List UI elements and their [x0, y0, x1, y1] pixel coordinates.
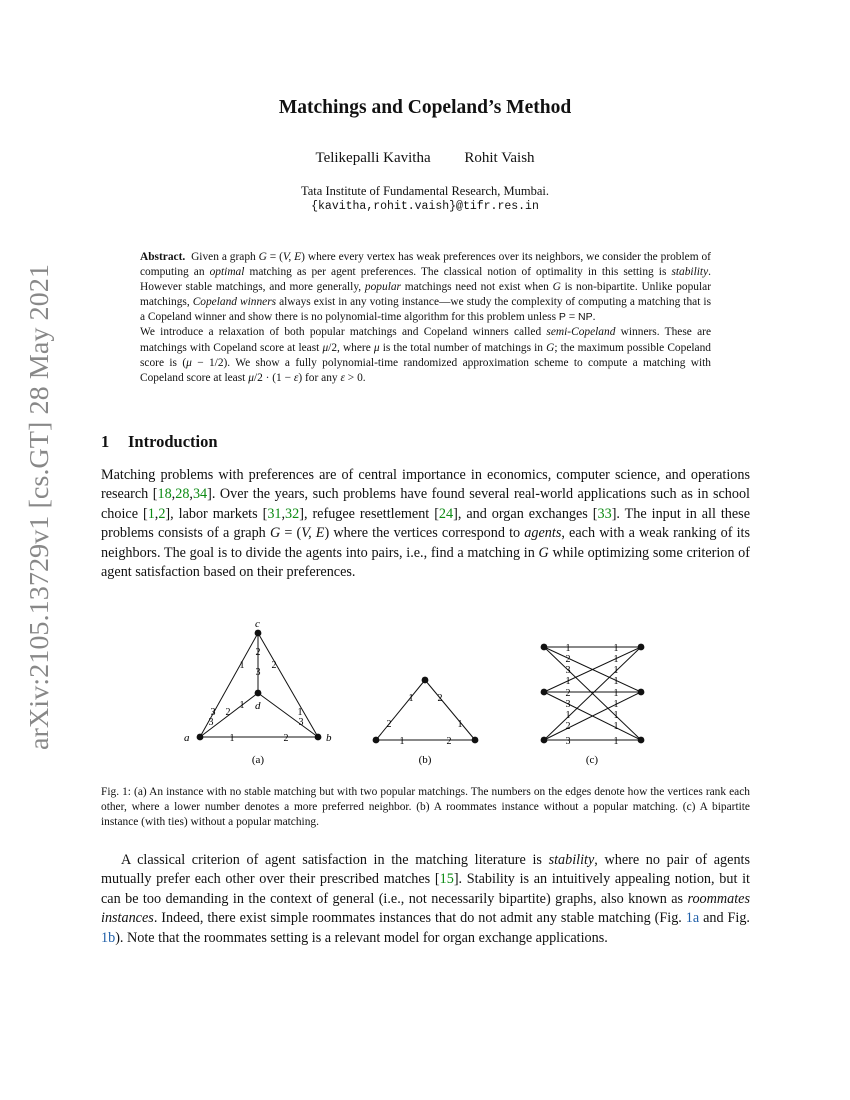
- paper-title: Matchings and Copeland’s Method: [278, 97, 572, 118]
- edge-rank: 3: [565, 665, 571, 676]
- edge-rank: 1: [613, 710, 619, 721]
- citation-link[interactable]: 32: [285, 505, 300, 522]
- edge-rank: 1: [239, 660, 245, 671]
- arxiv-id: arXiv:2105.13729v1 [cs.GT] 28 May 2021: [24, 285, 54, 750]
- intro-paragraph: Matching problems with preferences are of central importance in economics, computer science, and operations research [18,28,34]. Over the years, such problems have found several real-world applications such as in school choice [1,2], labor markets [31,32], refugee resettlement [24], and organ exchanges [33]. The input in all these problems consists of a graph G = (V, E) where the vertices correspond to agents, each with a weak ranking of its neighbors. The goal is to divide the agents into pairs, i.e., find a matching in G while optimizing some criterion of agent satisfaction based on their preferences.: [101, 467, 750, 581]
- subfigure-label-a: (a): [251, 754, 265, 766]
- section-title: Introduction: [128, 432, 218, 451]
- author-1: Telikepalli Kavitha: [315, 150, 431, 166]
- section-heading: [101, 432, 218, 452]
- edge-rank: 3: [210, 707, 216, 718]
- section-number: 1: [101, 432, 110, 451]
- figure-ref-link[interactable]: 1a: [685, 910, 700, 927]
- citation-link[interactable]: 15: [439, 871, 454, 888]
- edge-rank: 2: [565, 688, 571, 699]
- citation-link[interactable]: 31: [267, 505, 282, 522]
- citation-link[interactable]: 18: [157, 486, 172, 503]
- caption-text: (a) An instance with no stable matching but with two popular matchings. The numbers on the edges denote how the vertices rank each other, where a lower number denotes a more preferred neighbor. (b) A roommates instance without a popular matching. (c) A bipartite instance (with ties) without a popular matching.: [101, 786, 750, 829]
- abstract-paragraph-2: We introduce a relaxation of both popular matchings and Copeland winners called semi-Copeland winners. These are matchings with Copeland score at least μ/2, where μ is the total number of matchings in G; the maximum possible Copeland score is (μ − 1/2). We show a fully polynomial-time randomized approximation scheme to compute a matching with Copeland score at least μ/2 · (1 − ε) for any ε > 0.: [140, 326, 711, 384]
- edge-rank: 2: [565, 721, 571, 732]
- figure-1b-graph: [376, 680, 475, 740]
- citation-link[interactable]: 2: [158, 505, 166, 522]
- edge-rank: 2: [283, 733, 289, 744]
- edge-rank: 1: [613, 699, 619, 710]
- edge-rank: 3: [298, 717, 304, 728]
- edge-rank: 1: [297, 707, 303, 718]
- edge-rank: 1: [613, 654, 619, 665]
- edge-rank: 1: [457, 719, 463, 730]
- author-email: {kavitha,rohit.vaish}@tifr.res.in: [311, 200, 539, 213]
- figure-caption: [101, 785, 750, 831]
- arxiv-stamp: [10, 262, 58, 752]
- body-paragraph-2: A classical criterion of agent satisfaction in the matching literature is stability, where no pair of agents mutually prefer each other over their prescribed matches [15]. Stability is an intuitively appealing notion, but it can be too demanding in the context of general (i.e., not necessarily bipartite) graphs, also known as roommates instances. Indeed, there exist simple roommates instances that do not admit any stable matching (Fig. 1a and Fig. 1b). Note that the roommates setting is a relevant model for organ exchange applications.: [101, 852, 750, 946]
- citation-link[interactable]: 1: [147, 505, 155, 522]
- edge-rank: 1: [229, 733, 235, 744]
- edge-rank: 3: [565, 699, 571, 710]
- vertex-label-c: c: [255, 618, 260, 630]
- edge-rank: 2: [386, 719, 392, 730]
- abstract: [140, 250, 711, 386]
- edge-rank: 2: [437, 693, 443, 704]
- edge-rank: 1: [613, 676, 619, 687]
- author-2: Rohit Vaish: [464, 150, 535, 166]
- edge-rank: 2: [271, 660, 277, 671]
- edge-rank: 1: [239, 700, 245, 711]
- citation-link[interactable]: 28: [175, 486, 190, 503]
- caption-label: Fig. 1:: [101, 786, 131, 798]
- abstract-label: Abstract.: [140, 251, 186, 263]
- edge-rank: 2: [446, 736, 452, 747]
- edge-rank: 1: [613, 721, 619, 732]
- citation-link[interactable]: 33: [597, 505, 612, 522]
- abstract-paragraph-1: Abstract. Given a graph G = (V, E) where every vertex has weak preferences over its neighbors, we consider the problem of computing an optimal matching as per agent preferences. The classical notion of optimality in this setting is stability. However stable matchings, and more generally, popular matchings need not exist when G is non-bipartite. Unlike popular matchings, Copeland winners always exist in any voting instance—we study the complexity of computing a matching that is a Copeland winner and show there is no polynomial-time algorithm for this problem unless P = NP.: [140, 251, 712, 324]
- edge-rank: 3: [565, 736, 571, 747]
- edge-rank: 3: [208, 717, 214, 728]
- affiliation-block: [0, 183, 850, 215]
- citation-link[interactable]: 24: [438, 505, 454, 522]
- figure-1c-graph: [544, 647, 641, 740]
- edge-rank: 3: [255, 667, 261, 678]
- edge-rank: 1: [565, 676, 571, 687]
- citation-link[interactable]: 34: [192, 486, 208, 503]
- vertex-label-b: b: [326, 732, 332, 744]
- edge-rank: 2: [255, 647, 261, 658]
- edge-rank: 1: [399, 736, 405, 747]
- edge-rank: 1: [613, 665, 619, 676]
- author-list: [0, 150, 850, 167]
- edge-rank: 1: [613, 643, 619, 654]
- vertex-label-a: a: [184, 732, 190, 744]
- edge-rank: 2: [225, 707, 231, 718]
- edge-rank: 1: [408, 693, 414, 704]
- edge-rank: 1: [613, 736, 619, 747]
- subfigure-label-c: (c): [585, 754, 599, 766]
- edge-rank: 2: [565, 654, 571, 665]
- figure-ref-link[interactable]: 1b: [101, 929, 116, 946]
- vertex-label-d: d: [255, 700, 261, 712]
- edge-rank: 1: [565, 643, 571, 654]
- edge-rank: 1: [613, 688, 619, 699]
- edge-rank: 1: [565, 710, 571, 721]
- affiliation: Tata Institute of Fundamental Research, Mumbai.: [300, 184, 550, 198]
- subfigure-label-b: (b): [418, 754, 432, 766]
- figure-1: [170, 615, 670, 775]
